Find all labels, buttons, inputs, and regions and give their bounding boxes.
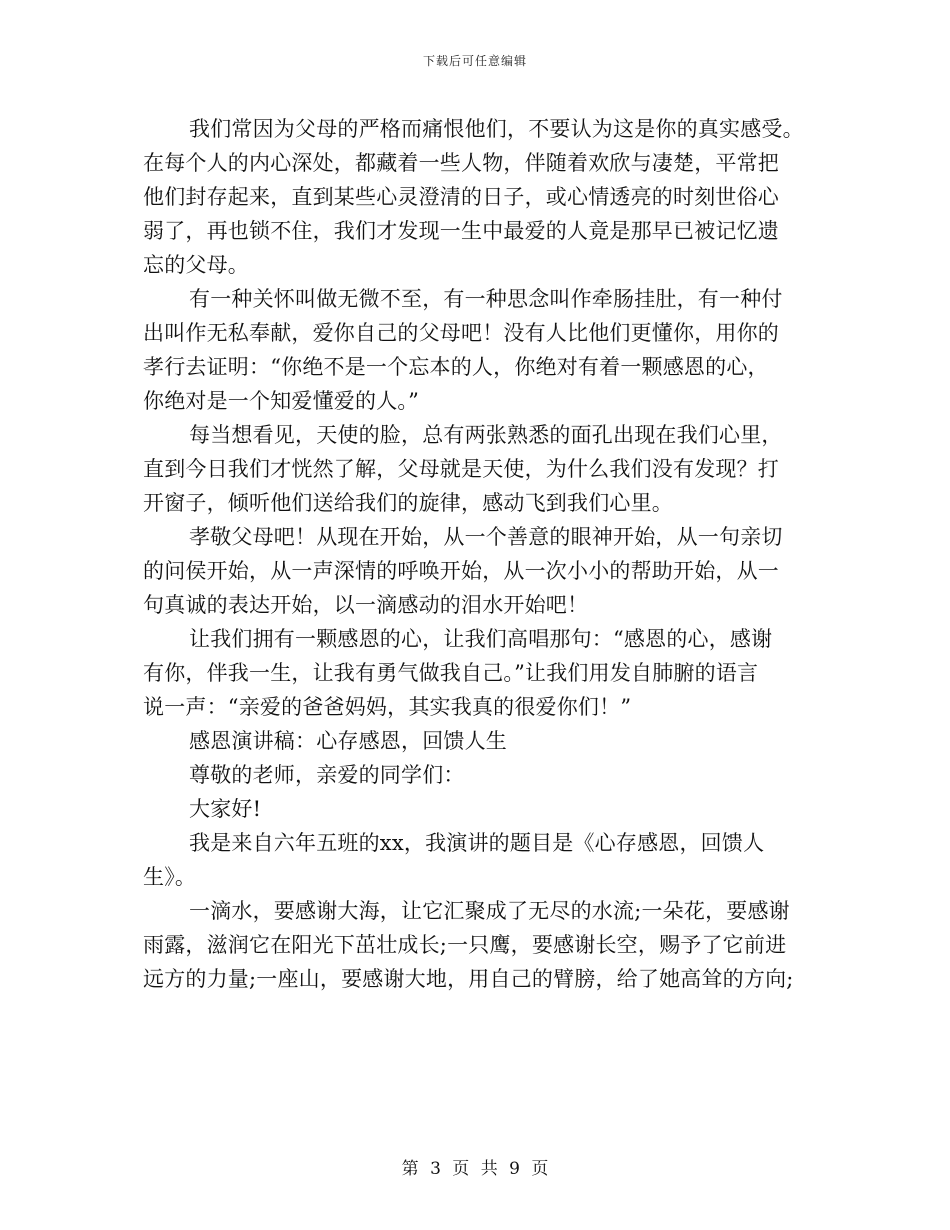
text-line: 生》。 [143,865,197,889]
text-line: 让我们拥有一颗感恩的心，让我们高唱那句：“感恩的心，感谢 [189,627,773,651]
text-line: 在每个人的内心深处，都藏着一些人物，伴随着欢欣与凄楚，平常把 [143,151,779,175]
text-line: 远方的力量;一座山，要感谢大地，用自己的臂膀，给了她高耸的方向; [143,967,794,991]
text-line: 我们常因为父母的严格而痛恨他们，不要认为这是你的真实感受。 [189,117,804,141]
text-line: 句真诚的表达开始，以一滴感动的泪水开始吧！ [143,593,589,617]
text-line: 出叫作无私奉献，爱你自己的父母吧！没有人比他们更懂你，用你的 [143,321,779,345]
text-line: 我是来自六年五班的xx，我演讲的题目是《心存感恩，回馈人 [189,831,765,855]
page-header: 下载后可任意编辑 [422,54,527,68]
text-line: 雨露，滋润它在阳光下茁壮成长;一只鹰，要感谢长空，赐予了它前进 [143,933,787,957]
salutation: 尊敬的老师，亲爱的同学们： [189,763,465,787]
text-line: 一滴水，要感谢大海，让它汇聚成了无尽的水流;一朵花，要感谢 [189,899,790,923]
document-body [143,112,813,996]
text-line: 每当想看见，天使的脸，总有两张熟悉的面孔出现在我们心里， [189,423,783,447]
text-line: 孝敬父母吧！从现在开始，从一个善意的眼神开始，从一句亲切 [189,525,783,549]
text-line: 直到今日我们才恍然了解，父母就是天使，为什么我们没有发现？打 [143,457,779,481]
greeting: 大家好! [189,797,262,821]
text-line: 孝行去证明：“你绝不是一个忘本的人，你绝对有着一颗感恩的心， [143,355,769,379]
text-line: 他们封存起来，直到某些心灵澄清的日子，或心情透亮的时刻世俗心 [143,185,779,209]
page-footer: 第 3 页 共 9 页 [401,1159,549,1179]
text-line: 的问侯开始，从一声深情的呼唤开始，从一次小小的帮助开始，从一 [143,559,779,583]
text-line: 弱了，再也锁不住，我们才发现一生中最爱的人竟是那早已被记忆遗 [143,219,779,243]
text-line: 你绝对是一个知爱懂爱的人。” [143,389,420,413]
text-line: 开窗子，倾听他们送给我们的旋律，感动飞到我们心里。 [143,491,673,515]
text-line: 有一种关怀叫做无微不至，有一种思念叫作牵肠挂肚，有一种付 [189,287,783,311]
text-line: 有你，伴我一生，让我有勇气做我自己。”让我们用发自肺腑的语言 [143,661,759,685]
section-title: 感恩演讲稿：心存感恩，回馈人生 [189,729,507,753]
text-line: 说一声：“亲爱的爸爸妈妈，其实我真的很爱你们！” [143,695,632,719]
text-line: 忘的父母。 [143,253,249,277]
